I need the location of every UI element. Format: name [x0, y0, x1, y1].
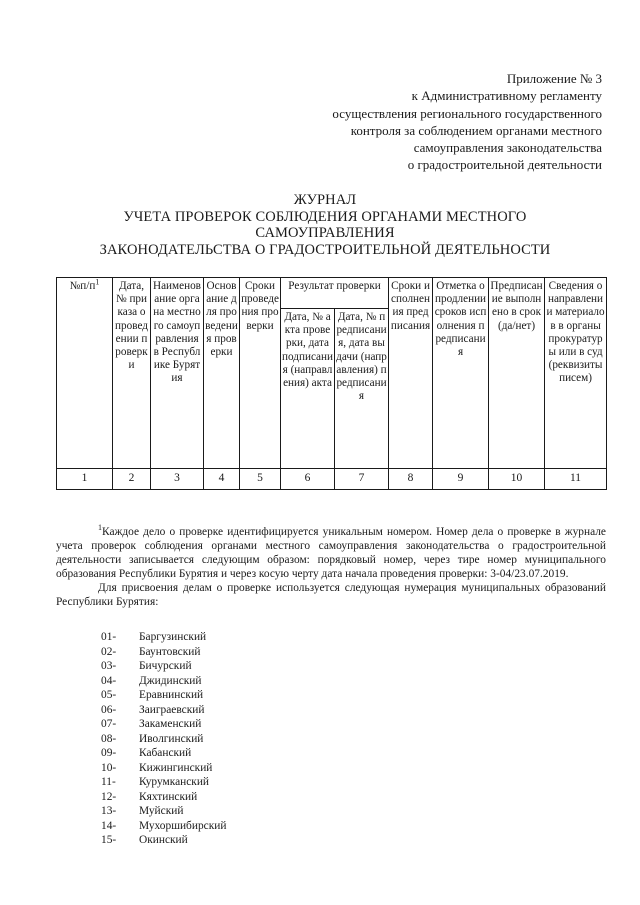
municipality-list-item	[101, 761, 226, 776]
column-number: 5	[240, 469, 281, 490]
municipality-code: 07-	[101, 718, 117, 730]
municipality-code: 01-	[101, 631, 117, 643]
municipality-name: Иволгинский	[139, 732, 204, 745]
municipality-list-item	[101, 819, 226, 834]
header-cell-terms: Сроки проведения проверки	[240, 278, 281, 469]
column-number: 7	[335, 469, 389, 490]
municipality-code: 02-	[101, 645, 117, 658]
municipality-code: 05-	[101, 689, 117, 701]
header-cell-done: Предписание выполнено в срок (да/нет)	[489, 278, 545, 469]
header-cell-order-date: Дата, № приказа о проведении проверки	[113, 278, 151, 469]
municipality-code: 09-	[101, 747, 117, 759]
municipality-list-item	[101, 732, 226, 747]
header-cell-result: Результат проверки	[281, 278, 389, 309]
municipality-code: 12-	[101, 790, 117, 803]
municipality-name: Кижингинский	[139, 761, 213, 774]
footnote-paragraph: $^1$Каждое дело о проверке идентифицируется уникальным номером. Номер дела о проверке в журнале учета проверок соблюдения органами местного самоуправления законодательства о градостроительной деятельности записывается следующим образом: порядковый номер, через тире номер муниципального образования Республики Бурятия и через косую черту дата начала проведения проверки: 3-04/23.07.2019.	[56, 523, 606, 580]
header-cell-number: $№п/п^1$	[57, 278, 113, 469]
header-line: о градостроительной деятельности	[407, 157, 602, 173]
municipality-list-item	[101, 833, 226, 848]
municipality-code: 06-	[101, 703, 117, 716]
municipality-name: Окинский	[139, 834, 188, 846]
municipality-name: Кабанский	[139, 747, 192, 759]
title-line: ЗАКОНОДАТЕЛЬСТВА О ГРАДОСТРОИТЕЛЬНОЙ ДЕЯТЕЛЬНОСТИ	[99, 241, 551, 258]
municipality-name: Заиграевский	[139, 703, 205, 716]
municipality-list-item	[101, 790, 226, 805]
municipality-name: Закаменский	[139, 718, 202, 730]
municipality-code: 14-	[101, 819, 117, 832]
title-line: УЧЕТА ПРОВЕРОК СОБЛЮДЕНИЯ ОРГАНАМИ МЕСТНОГО	[123, 208, 527, 225]
municipality-code: 11-	[101, 776, 116, 788]
municipality-list-item	[101, 688, 226, 703]
municipality-name: Муйский	[139, 805, 184, 817]
municipality-list-item	[101, 775, 226, 790]
column-number: 2	[113, 469, 151, 490]
municipality-code: 03-	[101, 660, 117, 672]
municipality-list-item	[101, 703, 226, 718]
header-cell-order-terms: Сроки исполнения предписания	[389, 278, 433, 469]
appendix-header	[272, 70, 602, 174]
municipality-list-item	[101, 804, 226, 819]
header-cell-extension: Отметка о продлении сроков исполнения предписания	[433, 278, 489, 469]
footnote-mark: 1	[98, 523, 102, 533]
municipality-name: Еравнинский	[139, 689, 204, 701]
header-line: осуществления регионального государственного	[332, 105, 602, 121]
column-number: 6	[281, 469, 335, 490]
column-number: 4	[204, 469, 240, 490]
header-cell-info: Сведения о направлении материалов в органы прокуратуры или в суд (реквизиты писем)	[545, 278, 607, 469]
municipality-code-list	[101, 630, 226, 848]
municipality-list-item	[101, 717, 226, 732]
header-line: контроля за соблюдением органами местного	[350, 122, 602, 138]
municipality-name: Баунтовский	[139, 645, 201, 658]
municipality-code: 10-	[101, 761, 117, 774]
municipality-code: 13-	[101, 805, 117, 817]
municipality-name: Баргузинский	[139, 631, 207, 643]
municipality-name: Кяхтинский	[139, 790, 198, 803]
column-number: 8	[389, 469, 433, 490]
header-cell-basis: Основание для проведения проверки	[204, 278, 240, 469]
header-line: к Административному регламенту	[411, 88, 602, 104]
municipality-list-item	[101, 659, 226, 674]
column-number: 9	[433, 469, 489, 490]
municipality-list-item	[101, 674, 226, 689]
municipality-name: Курумканский	[139, 776, 210, 788]
header-cell-result-order: Дата, № предписания, дата выдачи (направления) предписания	[335, 309, 389, 469]
title-line: ЖУРНАЛ	[293, 192, 357, 208]
header-cell-result-act: Дата, № акта проверки, дата подписания (направления) акта	[281, 309, 335, 469]
header-line: Приложение № 3	[506, 71, 602, 86]
municipality-name: Джидинский	[139, 674, 202, 687]
column-number: 11	[545, 469, 607, 490]
municipality-name: Мухоршибирский	[139, 819, 227, 832]
municipality-code: 04-	[101, 674, 117, 687]
numbering-intro: Для присвоения делам о проверке используется следующая нумерация муниципальных образований Республики Бурятия:	[56, 582, 606, 608]
municipality-code: 08-	[101, 732, 117, 745]
footnote	[56, 525, 606, 609]
municipality-list-item	[101, 746, 226, 761]
municipality-code: 15-	[101, 834, 117, 846]
column-number: 1	[57, 469, 113, 490]
journal-table	[56, 277, 607, 490]
municipality-list-item	[101, 645, 226, 660]
journal-title	[40, 192, 610, 258]
header-cell-body-name: Наименование органа местного самоуправления в Республике Бурятия	[151, 278, 204, 469]
municipality-list-item	[101, 630, 226, 645]
municipality-name: Бичурский	[139, 660, 192, 672]
column-number: 3	[151, 469, 204, 490]
header-line: самоуправления законодательства	[413, 140, 602, 156]
column-number: 10	[489, 469, 545, 490]
title-line: САМОУПРАВЛЕНИЯ	[255, 225, 395, 241]
